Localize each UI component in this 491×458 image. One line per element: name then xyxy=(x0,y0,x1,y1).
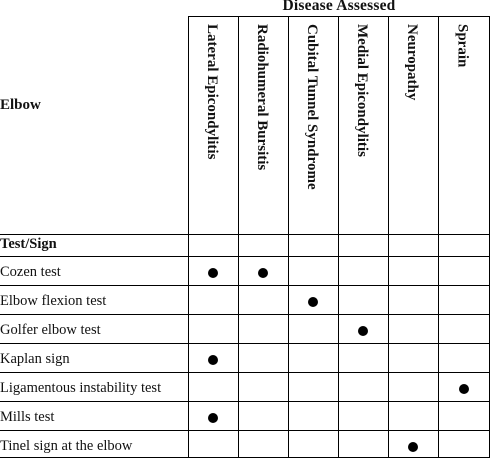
section-label: Test/Sign xyxy=(0,236,57,252)
row-label: Tinel sign at the elbow xyxy=(0,438,133,454)
row-label: Ligamentous instability test xyxy=(0,380,162,396)
column-divider xyxy=(238,16,239,458)
row-divider xyxy=(0,372,489,373)
mark-dot xyxy=(408,442,418,452)
row-divider xyxy=(0,343,489,344)
mark-dot xyxy=(208,413,218,423)
mark-dot xyxy=(358,326,368,336)
row-label: Mills test xyxy=(0,409,55,425)
row-header-label: Elbow xyxy=(0,97,41,113)
row-divider xyxy=(0,285,489,286)
mark-dot xyxy=(208,268,218,278)
column-header-label: Neuropathy xyxy=(404,24,420,101)
column-header-label: Sprain xyxy=(454,24,471,68)
row-divider xyxy=(0,401,489,402)
mark-dot xyxy=(208,355,218,365)
row-label: Elbow flexion test xyxy=(0,293,107,309)
row-label: Golfer elbow test xyxy=(0,322,101,338)
column-divider xyxy=(338,16,339,458)
column-header-label: Medial Epicondylitis xyxy=(354,24,370,157)
row-divider xyxy=(0,430,489,431)
column-header-label: Radiohumeral Bursitis xyxy=(254,24,270,171)
column-divider xyxy=(438,16,439,458)
row-divider xyxy=(0,314,489,315)
table-title: Disease Assessed xyxy=(282,0,396,14)
header-rule xyxy=(0,234,489,235)
column-divider xyxy=(288,16,289,458)
row-label: Kaplan sign xyxy=(0,351,70,367)
column-header-label: Lateral Epicondylitis xyxy=(204,24,220,160)
mark-dot xyxy=(258,268,268,278)
column-divider xyxy=(188,16,189,458)
mark-dot xyxy=(459,384,469,394)
column-divider xyxy=(388,16,389,458)
row-label: Cozen test xyxy=(0,264,61,280)
mark-dot xyxy=(308,297,318,307)
row-divider xyxy=(0,256,489,257)
column-divider xyxy=(489,16,490,458)
column-header-label: Cubital Tunnel Syndrome xyxy=(304,24,320,190)
